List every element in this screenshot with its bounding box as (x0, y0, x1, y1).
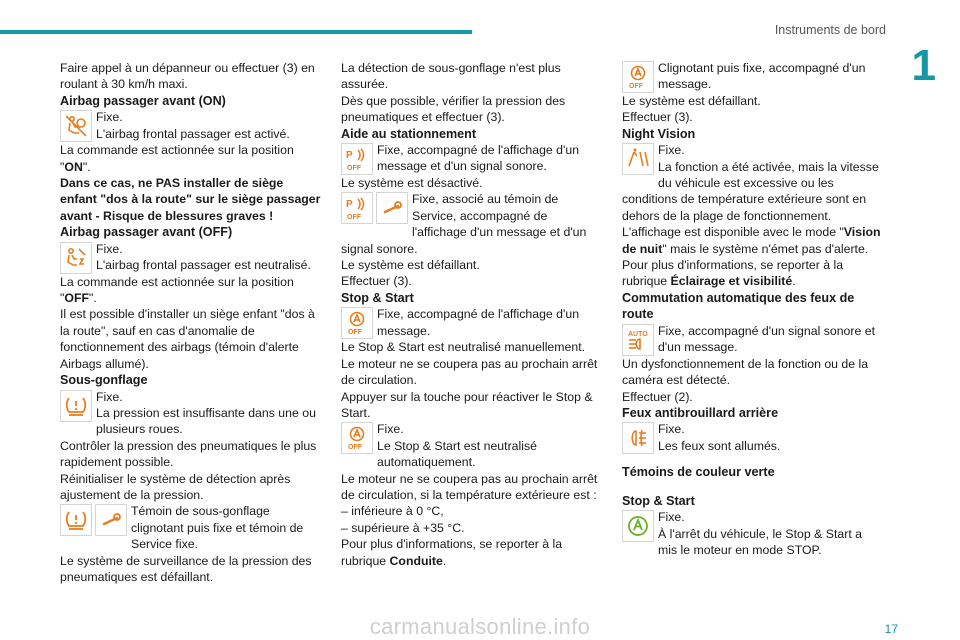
svg-text:OFF: OFF (348, 329, 362, 337)
entry-airbag-off (60, 241, 322, 274)
paragraph: Le moteur ne se coupera pas au prochain arrêt de circulation, si la température extérieure est : (341, 471, 598, 502)
indicator-description: Fixe. À l'arrêt du véhicule, le Stop & Start a mis le moteur en mode STOP. (658, 510, 862, 557)
entry-stop-start-vert (622, 509, 884, 558)
tire-pressure-icon (60, 390, 92, 422)
paragraph: Réinitialiser le système de détection après ajustement de la pression. (60, 471, 291, 502)
paragraph: Pour plus d'informations, se reporter à la rubrique Éclairage et visibilité. (622, 258, 844, 289)
service-wrench-icon (95, 504, 127, 536)
stop-start-active-icon (622, 510, 654, 542)
warning-description: Fixe. Les feux sont allumés. (658, 422, 781, 453)
warning-description: Fixe. La fonction a été activée, mais la vitesse du véhicule est excessive ou les conditions de température extérieure sont en dehors de la plage de fonctionnement. (622, 143, 879, 223)
paragraph: Effectuer (3). (341, 274, 412, 289)
svg-text:OFF: OFF (347, 165, 361, 173)
paragraph: La détection de sous-gonflage n'est plus assurée. (341, 61, 561, 92)
heading-airbag-on: Airbag passager avant (ON) (60, 93, 226, 108)
svg-text:P: P (346, 199, 353, 211)
paragraph: Effectuer (2). (622, 389, 693, 404)
svg-text:OFF: OFF (348, 444, 362, 452)
paragraph: La commande est actionnée sur la position "OFF". (60, 274, 294, 306)
warning-description: Fixe, associé au témoin de Service, accompagné de l'affichage d'un message et d'un signal sonore. (341, 192, 587, 256)
entry-airbag-on (60, 109, 322, 142)
paragraph: Faire appel à un dépanneur ou effectuer (3) en roulant à 30 km/h maxi. (60, 61, 315, 92)
paragraph: Le système de surveillance de la pression des pneumatiques est défaillant. (60, 553, 312, 584)
entry-aide-defaillant (341, 191, 603, 257)
warning-description: Fixe, accompagné d'un signal sonore et d'un message. (658, 323, 875, 355)
airbag-on-icon (60, 110, 92, 142)
chapter-number: 1 (911, 41, 936, 90)
parking-aid-off-icon (341, 192, 373, 224)
heading-commutation-feux: Commutation automatique des feux de route (622, 290, 855, 322)
entry-stop-start-clignotant (622, 60, 884, 93)
night-vision-icon (622, 143, 654, 175)
paragraph: Pour plus d'informations, se reporter à la rubrique Conduite. (341, 537, 563, 568)
rear-fog-light-icon (622, 422, 654, 454)
paragraph: Contrôler la pression des pneumatiques le plus rapidement possible. (60, 438, 317, 470)
paragraph: Le moteur ne se coupera pas au prochain arrêt de circulation. (341, 356, 598, 388)
paragraph: La commande est actionnée sur la position "ON". (60, 143, 294, 174)
paragraph: Le système est défaillant. (341, 258, 480, 273)
entry-aide-stationnement (341, 142, 603, 175)
column-3 (622, 60, 884, 558)
list-item: – inférieure à 0 °C, (341, 504, 444, 519)
paragraph: Le système est désactivé. (341, 176, 483, 191)
column-1 (60, 60, 322, 585)
svg-text:OFF: OFF (629, 83, 643, 90)
warning-description: Fixe. Le Stop & Start est neutralisé automatiquement. (377, 422, 537, 470)
paragraph: Effectuer (3). (622, 110, 693, 125)
warning-description: Fixe. La pression est insuffisante dans une ou plusieurs roues. (96, 389, 316, 437)
svg-text:P: P (346, 150, 353, 162)
warning-description: Fixe, accompagné de l'affichage d'un message et d'un signal sonore. (377, 143, 580, 174)
heading-stop-start-vert: Stop & Start (622, 493, 695, 508)
heading-temoins-verts: Témoins de couleur verte (622, 465, 775, 480)
paragraph: Appuyer sur la touche pour réactiver le Stop & Start. (341, 389, 593, 420)
warning-description: Fixe, accompagné de l'affichage d'un message. (377, 307, 580, 338)
heading-antibrouillard: Feux antibrouillard arrière (622, 405, 779, 420)
paragraph: Un dysfonctionnement de la fonction ou de la caméra est détecté. (622, 356, 869, 388)
page-number: 17 (884, 622, 898, 636)
entry-stop-start-auto (341, 421, 603, 470)
entry-sous-gonflage-defaillant (60, 503, 322, 552)
heading-aide-stationnement: Aide au stationnement (341, 126, 477, 141)
heading-stop-start: Stop & Start (341, 290, 414, 305)
list-item: – supérieure à +35 °C. (341, 520, 465, 535)
warning-description: Fixe. L'airbag frontal passager est neutralisé. (96, 241, 311, 273)
heading-airbag-off: Airbag passager avant (OFF) (60, 225, 233, 240)
heading-sous-gonflage: Sous-gonflage (60, 373, 148, 388)
tire-pressure-icon (60, 504, 92, 536)
svg-text:OFF: OFF (347, 214, 361, 222)
stop-start-off-icon (341, 422, 373, 454)
paragraph: Le système est défaillant. (622, 94, 761, 108)
paragraph: Dès que possible, vérifier la pression des pneumatiques et effectuer (3). (341, 93, 566, 125)
heading-night-vision: Night Vision (622, 126, 696, 141)
stop-start-off-icon (622, 61, 654, 93)
entry-sous-gonflage (60, 389, 322, 438)
warning-description: Témoin de sous-gonflage clignotant puis fixe et témoin de Service fixe. (131, 504, 304, 552)
header-title: Instruments de bord (774, 23, 886, 37)
warning-paragraph: Dans ce cas, ne PAS installer de siège enfant "dos à la route" sur le siège passager avant - Risque de blessures graves ! (60, 176, 321, 223)
header-accent-bar (0, 30, 472, 34)
warning-description: Fixe. L'airbag frontal passager est activé. (96, 110, 290, 141)
svg-text:AUTO: AUTO (628, 330, 648, 338)
warning-description: Clignotant puis fixe, accompagné d'un message. (658, 61, 866, 92)
entry-stop-start-manuel (341, 306, 603, 339)
paragraph: Le Stop & Start est neutralisé manuellement. (341, 340, 586, 355)
entry-antibrouillard (622, 421, 884, 454)
airbag-off-icon (60, 242, 92, 274)
column-2 (341, 60, 603, 569)
parking-aid-off-icon (341, 143, 373, 175)
paragraph: Il est possible d'installer un siège enfant "dos à la route", sauf en cas d'anomalie de fonctionnement des airbags (témoin d'alerte Airbags allumé). (60, 307, 315, 371)
entry-commutation-feux (622, 323, 884, 356)
stop-start-off-icon (341, 307, 373, 339)
auto-high-beam-icon (622, 324, 654, 356)
paragraph: L'affichage est disponible avec le mode "Vision de nuit" mais le système n'émet pas d'alerte. (622, 225, 881, 256)
service-wrench-icon (376, 192, 408, 224)
entry-night-vision (622, 142, 884, 224)
watermark: carmanualsonline.info (369, 614, 591, 639)
